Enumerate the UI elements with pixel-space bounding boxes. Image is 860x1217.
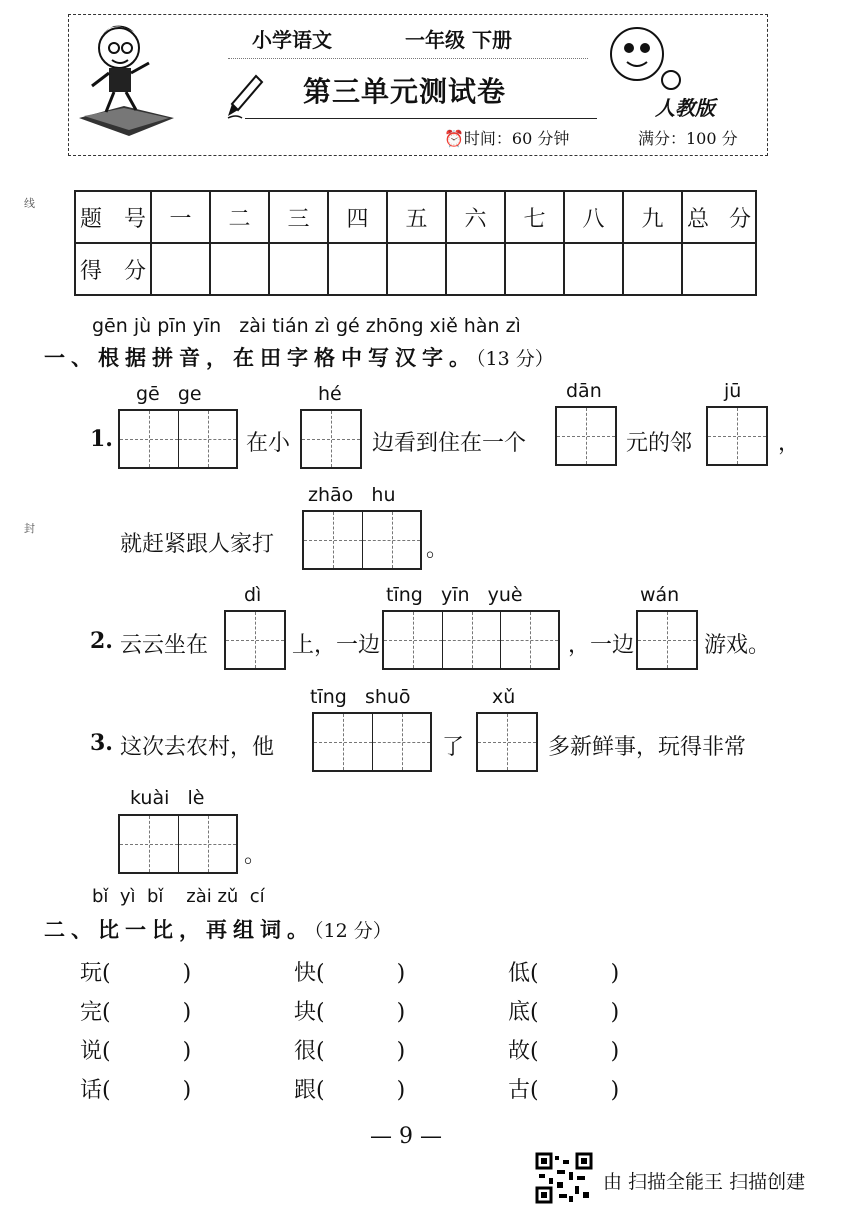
q2-pinyin-2: tīng yīn yuè xyxy=(386,584,523,606)
title-underline xyxy=(245,118,597,119)
compare-item[interactable]: 古( ) xyxy=(508,1078,620,1103)
q3-number: 3. xyxy=(90,730,113,756)
score-input-cell[interactable] xyxy=(564,243,623,295)
q2-pinyin-3: wán xyxy=(640,584,680,606)
q1-text-2: 边看到住在一个 xyxy=(372,431,527,456)
q1-text-6: 。 xyxy=(426,537,449,562)
q3-text-2: 了 xyxy=(442,735,465,760)
tian-grid-he[interactable] xyxy=(300,409,362,469)
table-row xyxy=(75,243,756,295)
q3-pinyin-3: kuài lè xyxy=(130,787,205,809)
table-header-cell: 四 xyxy=(328,191,387,243)
q2-text-1: 云云坐在 xyxy=(120,633,209,658)
q2-pinyin-1: dì xyxy=(244,584,262,606)
section2-heading: 二、比一比，再组词。（12 分） xyxy=(44,917,392,942)
q3-text-4: 。 xyxy=(244,843,267,868)
tian-grid-wan[interactable] xyxy=(636,610,698,670)
header-divider xyxy=(228,58,588,59)
compare-item[interactable]: 完( ) xyxy=(80,1000,192,1025)
compare-item[interactable]: 跟( ) xyxy=(294,1078,406,1103)
q3-pinyin-1: tīng shuō xyxy=(310,686,411,708)
score-input-cell[interactable] xyxy=(446,243,505,295)
q1-text-1: 在小 xyxy=(246,431,291,456)
q1-pinyin-4: jū xyxy=(724,380,742,402)
table-header-cell: 五 xyxy=(387,191,446,243)
table-cell: 得 分 xyxy=(75,243,151,295)
q1-text-5: 就赶紧跟人家打 xyxy=(120,532,275,557)
cartoon-boy-illustration xyxy=(74,18,184,143)
section2-pinyin: bǐ yì bǐ zài zǔ cí xyxy=(92,886,265,907)
score-input-cell[interactable] xyxy=(269,243,328,295)
table-header-cell: 一 xyxy=(151,191,210,243)
q1-number: 1. xyxy=(90,426,113,452)
section1-pinyin: gēn jù pīn yīn zài tián zì gé zhōng xiě hàn zì xyxy=(92,315,521,337)
table-header-cell: 六 xyxy=(446,191,505,243)
table-header-cell: 八 xyxy=(564,191,623,243)
table-header-cell: 九 xyxy=(623,191,682,243)
compare-item[interactable]: 故( ) xyxy=(508,1039,620,1064)
tian-grid-ju[interactable] xyxy=(706,406,768,466)
section1-heading: 一、根据拼音，在田字格中写汉字。（13 分） xyxy=(44,345,554,370)
score-input-cell[interactable] xyxy=(151,243,210,295)
q1-pinyin-5: zhāo hu xyxy=(308,484,396,506)
table-row xyxy=(75,191,756,243)
full-score: 满分：100 分 xyxy=(638,129,738,148)
tian-grid-ting-shuo[interactable] xyxy=(312,712,432,772)
margin-mark-seal: 封 xyxy=(24,522,35,535)
compare-item[interactable]: 话( ) xyxy=(80,1078,192,1103)
score-input-cell[interactable] xyxy=(328,243,387,295)
qr-code-icon xyxy=(535,1152,593,1204)
smiley-balls-illustration xyxy=(605,24,685,94)
compare-item[interactable]: 块( ) xyxy=(294,1000,406,1025)
score-input-cell[interactable] xyxy=(210,243,269,295)
subject-label: 小学语文 xyxy=(252,28,332,52)
compare-item[interactable]: 很( ) xyxy=(294,1039,406,1064)
page-title: 第三单元测试卷 xyxy=(303,75,507,108)
scanner-watermark: 由 扫描全能王 扫描创建 xyxy=(603,1171,806,1193)
compare-item[interactable]: 说( ) xyxy=(80,1039,192,1064)
q1-pinyin-1: gē ge xyxy=(136,383,202,405)
margin-mark-line: 线 xyxy=(24,197,35,210)
q3-text-3: 多新鲜事，玩得非常 xyxy=(548,735,747,760)
tian-grid-ge-ge[interactable] xyxy=(118,409,238,469)
tian-grid-zhao-hu[interactable] xyxy=(302,510,422,570)
compare-item[interactable]: 低( ) xyxy=(508,961,620,986)
score-input-cell[interactable] xyxy=(505,243,564,295)
q1-text-3: 元的邻 xyxy=(626,431,693,456)
score-table xyxy=(74,190,757,296)
compare-item[interactable]: 底( ) xyxy=(508,1000,620,1025)
table-header-cell: 总 分 xyxy=(682,191,756,243)
time-limit: ⏰时间：60 分钟 xyxy=(444,129,570,148)
q2-text-4: 游戏。 xyxy=(704,633,771,658)
tian-grid-di[interactable] xyxy=(224,610,286,670)
page-number: — 9 — xyxy=(370,1124,442,1149)
edition-label: 人教版 xyxy=(655,96,715,120)
score-input-cell[interactable] xyxy=(387,243,446,295)
tian-grid-xu[interactable] xyxy=(476,712,538,772)
grade-label: 一年级 下册 xyxy=(405,28,512,52)
q3-text-1: 这次去农村，他 xyxy=(120,735,275,760)
q2-text-3: ，一边 xyxy=(568,633,635,658)
tian-grid-ting-yin-yue[interactable] xyxy=(382,610,560,670)
clock-icon: ⏰ xyxy=(444,129,464,148)
table-header-cell: 七 xyxy=(505,191,564,243)
table-header-cell: 二 xyxy=(210,191,269,243)
compare-item[interactable]: 快( ) xyxy=(294,961,406,986)
table-header-cell: 题 号 xyxy=(75,191,151,243)
table-header-cell: 三 xyxy=(269,191,328,243)
pencil-icon xyxy=(226,72,266,122)
compare-item[interactable]: 玩( ) xyxy=(80,961,192,986)
score-input-cell[interactable] xyxy=(623,243,682,295)
tian-grid-kuai-le[interactable] xyxy=(118,814,238,874)
q1-pinyin-2: hé xyxy=(318,383,342,405)
q2-text-2: 上，一边 xyxy=(292,633,381,658)
score-input-cell[interactable] xyxy=(682,243,756,295)
q1-pinyin-3: dān xyxy=(566,380,602,402)
q3-pinyin-2: xǔ xyxy=(492,686,516,708)
q2-number: 2. xyxy=(90,628,113,654)
q1-text-4: ， xyxy=(778,431,801,456)
tian-grid-dan[interactable] xyxy=(555,406,617,466)
